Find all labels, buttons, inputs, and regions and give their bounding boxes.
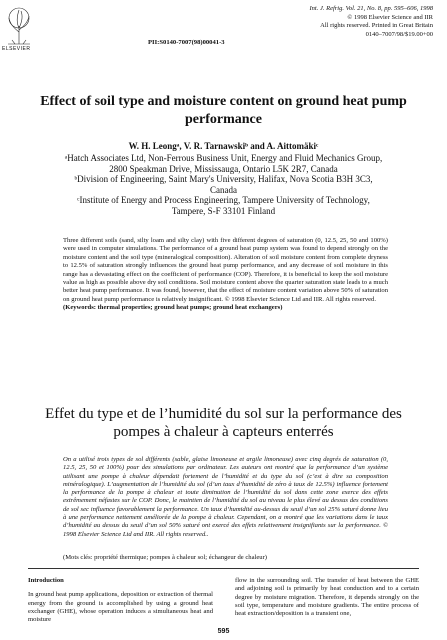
abstract-french: On a utilisé trois types de sol différents (sable, glaise limoneuse et argile limoneuse) avec cinq degrés de saturation (0, 12.5, 25, 50 et 100%) pour des simulations par ordinateur. Les auteurs ont montré que la performance d’un système utilisant une pompe à chaleur dépendait fortement de l’humidité et du type du sol (c’est à dire sa composition minéralogique). L’augmentation de l’humidité du sol (d’un taux d’humidité de zéro à taux de 12.5%) influence fortement la performance de la pompe à chaleur et toute diminution de l’humidité du sol dans cette zone exerce des effets extrêmement néfastes sur le COP. Donc, le maintien de l’humidité du sol au niveau le plus élevé au dessus des conditions de sol sec influence favorablement la performance. Un taux d’humidité au-dessus du seuil d’un sol 25% saturé donne lieu à une performance nettement améliorée de la pompe à chaleur. Cependant, on a montré que les variations dans le taux d’humidité au dessus du seuil d’un sol 50% saturé ont exercé des effets relativement insignifiants sur la performance. © 1998 Elsevier Science Ltd and IIR. All rights reserved.. (63, 456, 388, 538)
paper-title: Effect of soil type and moisture content on ground heat pump performance (40, 94, 407, 127)
pii-identifier: PII:S0140-7007(98)00041-3 (148, 39, 225, 46)
intro-paragraph-right: flow in the surrounding soil. The transfer of heat between the GHE and adjoining soil is primarily by heat conduction and to a certain degree by moisture migration. Therefore, it depends strongly on the soil type, temperature and moisture gradients. The entire process of heat extraction/deposition is a transient one, (235, 577, 419, 618)
intro-paragraph-left: In ground heat pump applications, deposition or extraction of thermal energy from the ground is accomplished by using a ground heat exchanger (GHE), whose operation induces a simultaneous heat and moisture (28, 591, 213, 624)
section-heading-introduction: Introduction (28, 577, 64, 584)
body-column-right (235, 577, 419, 618)
page-number: 595 (217, 628, 230, 635)
abstract-text: Three different soils (sand, silty loam and silty clay) with five different degrees of saturation (0, 12.5, 25, 50 and 100%) were used in computer simulations. The performance of a ground heat pump system was found to depend strongly on the moisture content and the soil type (mineralogical composition). Alteration of soil moisture content from complete dryness to 12.5% of saturation strongly influences the ground heat pump performance, and any decrease of soil moisture in this range has a devastating effect on the coefficient of performance (COP). Therefore, it is beneficial to keep the soil moisture value as high as possible above dry soil conditions. Soil moisture content above the quarter saturation state leads to a much better heat pump performance. It was found, however, that the effect of moisture content variation above 50% of saturation on ground heat pump performance is relatively insignificant. © 1998 Elsevier Science Ltd and IIR. All rights reserved. (63, 237, 388, 303)
publisher-logo-text: ELSEVIER (2, 46, 31, 52)
affiliation-a: ᵃHatch Associates Ltd, Non-Ferrous Business Unit, Energy and Fluid Mechanics Group, 2800 Speakman Drive, Mississauga, Ontario L5K 2R7, Canada (64, 153, 383, 174)
section-divider (28, 568, 419, 569)
keywords-french: (Mots clés: propriété thermique; pompes à chaleur sol; échangeur de chaleur) (63, 554, 267, 561)
affiliations (60, 153, 387, 217)
keywords-english: (Keywords: thermal properties; ground heat pumps; ground heat exchangers) (63, 304, 283, 312)
issn-line: 0140–7007/98/$19.00+00 (365, 30, 433, 38)
journal-citation: Int. J. Refrig. Vol. 21, No. 8, pp. 595–606, 1998 (309, 5, 433, 12)
journal-info (213, 5, 433, 39)
body-column-left (28, 577, 213, 624)
affiliation-c: ᶜInstitute of Energy and Process Engineering, Tampere University of Technology, Tampere, S-F 33101 Finland (77, 195, 370, 216)
author-list: W. H. Leongᵃ, V. R. Tarnawskiᵇ and A. Aittomäkiᶜ (128, 141, 319, 151)
copyright-line: © 1998 Elsevier Science and IIR (347, 13, 433, 21)
elsevier-tree-logo (4, 6, 34, 46)
abstract-english (63, 237, 388, 313)
rights-line: All rights reserved. Printed in Great Britain (320, 22, 433, 30)
french-title: Effet du type et de l’humidité du sol sur la performance des pompes à chaleur à capteurs enterrés (45, 406, 402, 440)
affiliation-b: ᵇDivision of Engineering, Saint Mary's University, Halifax, Nova Scotia B3H 3C3, Canada (74, 174, 373, 195)
